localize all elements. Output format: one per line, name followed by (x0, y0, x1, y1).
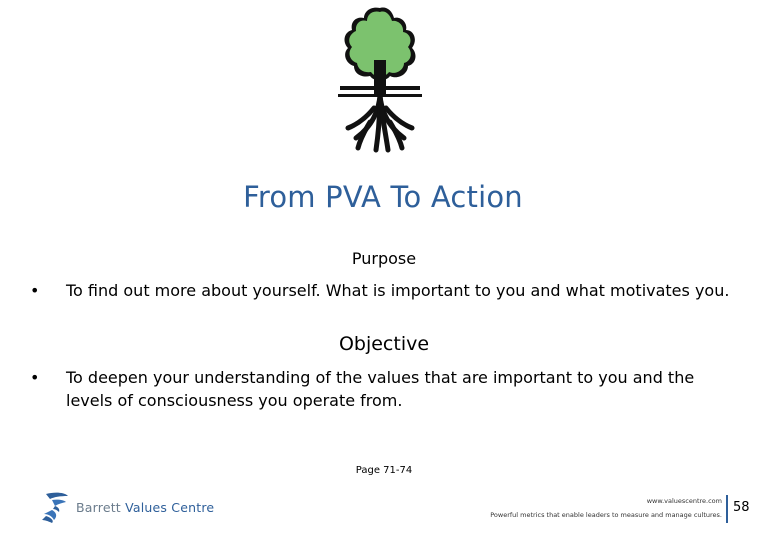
purpose-text: To find out more about yourself. What is important to you and what motivates you. (66, 281, 730, 300)
footer-divider (726, 495, 728, 523)
page-reference: Page 71-74 (355, 465, 413, 476)
purpose-bullet (30, 279, 730, 302)
objective-heading: Objective (338, 333, 430, 355)
objective-bullet (30, 366, 730, 412)
slide-title: From PVA To Action (243, 180, 523, 214)
page-number: 58 (733, 500, 750, 515)
tree-with-roots-icon (330, 4, 430, 160)
footer-info (490, 494, 722, 522)
website-link[interactable]: www.valuescentre.com (646, 497, 722, 505)
brand-name-part2: Values Centre (120, 499, 215, 515)
brand-name (76, 500, 214, 515)
brand-name-part1: Barrett (76, 499, 121, 515)
tagline: Powerful metrics that enable leaders to measure and manage cultures. (490, 511, 722, 519)
objective-text: To deepen your understanding of the values that are important to you and the levels of consciousness you operate from. (66, 368, 695, 410)
bullet-marker: • (30, 368, 40, 387)
bullet-marker: • (30, 281, 40, 300)
brand-logo (40, 490, 214, 524)
purpose-heading: Purpose (351, 249, 417, 268)
barrett-swirl-logo-icon (40, 490, 74, 524)
